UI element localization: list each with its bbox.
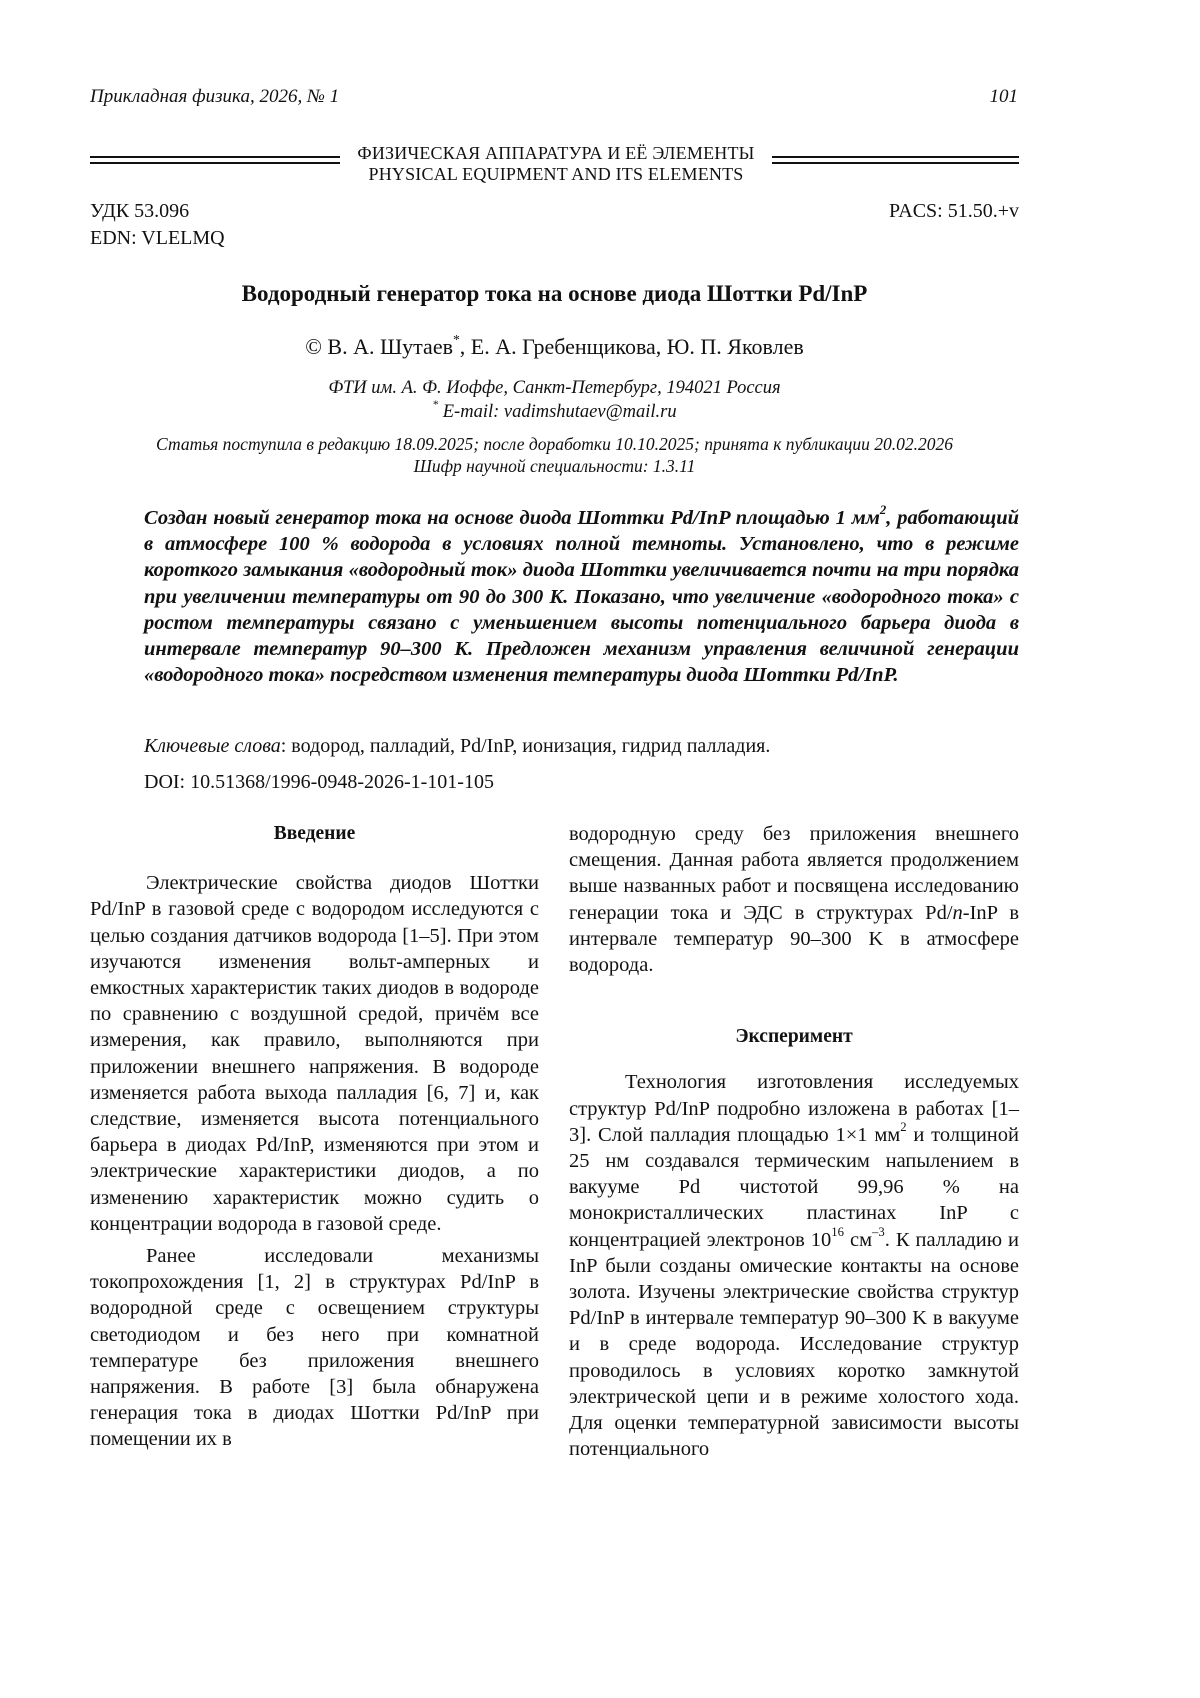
intro-cont-part1: водородную среду без приложения внешнего смещения. Данная работа является продолжением выше названных работ и посвящена исследованию генерации тока и ЭДС в структурах Pd/ [569, 823, 1019, 924]
edn-code: EDN: VLELMQ [90, 227, 225, 249]
article-dates: Статья поступила в редакцию 18.09.2025; после доработки 10.10.2025; принята к публикации 20.02.2026 [156, 434, 953, 454]
abstract-part2: , работающий в атмосфере 100 % водорода в условиях полной темноты. Установлено, что в режиме короткого замыкания «водородный ток» диода Шоттки увеличивается почти на три порядка при увеличении температуры от 90 до 300 K. Показано, что увеличение «водородного тока» с ростом температуры связано с уменьшением высоты потенциального барьера диода в интервале температур 90–300 K. Предложен механизм управления величиной генерации «водородного тока» посредством изменения температуры диода Шоттки Pd/InP. [144, 507, 1020, 687]
email-line [90, 400, 1019, 424]
section-header [340, 143, 772, 185]
n-type-label: n [952, 901, 963, 924]
scientific-specialty: Шифр научной специальности: 1.3.11 [413, 456, 696, 476]
section-rule-right-top [772, 156, 1019, 158]
left-column [90, 821, 539, 1453]
udk-code: УДК 53.096 [90, 200, 190, 222]
keywords [144, 735, 770, 758]
article-title: Водородный генератор тока на основе диода Шоттки Pd/InP [241, 281, 868, 306]
keywords-text: : водород, палладий, Pd/InP, ионизация, гидрид палладия. [280, 735, 771, 757]
section-header-en: PHYSICAL EQUIPMENT AND ITS ELEMENTS [368, 164, 744, 184]
right-column [569, 821, 1019, 1462]
section-rule-left-top [90, 156, 340, 158]
exp-part-c: см [843, 1228, 873, 1251]
abstract-superscript: 2 [879, 503, 887, 518]
exp-sup-exponent: 16 [831, 1224, 844, 1239]
exp-part-d: . К палладию и InP были созданы омические контакты на основе золота. Изучены электрические свойства структур Pd/InP в интервале температур 90–300 K в вакууме и в среде водорода. Исследование структур проводилось в условиях коротко замкнутой электрической цепи и в режиме холостого хода. Для оценки температурной зависимости высоты потенциального [569, 1228, 1019, 1461]
section-header-ru: ФИЗИЧЕСКАЯ АППАРАТУРА И ЕЁ ЭЛЕМЕНТЫ [357, 143, 755, 163]
section-heading-introduction: Введение [273, 823, 356, 844]
intro-cont-part2: -InP в интервале температур 90–300 K в атмосфере водорода. [569, 901, 1019, 977]
intro-paragraph-2: Ранее исследовали механизмы токопрохождения [1, 2] в структурах Pd/InP в водородной среде с освещением структуры светодиодом и без него при комнатной температуре без приложения внешнего напряжения. В работе [3] была обнаружена генерация тока в диодах Шоттки Pd/InP при помещении их в [90, 1245, 539, 1451]
pacs-code: PACS: 51.50.+v [888, 200, 1019, 222]
exp-part-b: и толщиной 25 нм создавался термическим напылением в вакууме Pd чистотой 99,96 % на монокристаллических пластинах InP с концентрацией электронов 10 [569, 1123, 1019, 1251]
journal-running-title: Прикладная физика, 2026, № 1 [90, 86, 340, 107]
section-rule-left-bottom [90, 162, 340, 164]
abstract [144, 505, 1019, 688]
exp-sup-area: 2 [900, 1120, 907, 1135]
authors-rest: , Е. А. Гребенщикова, Ю. П. Яковлев [459, 334, 804, 359]
experiment-paragraph-1 [569, 1069, 1019, 1462]
authors-first: © В. А. Шутаев [305, 334, 453, 359]
abstract-part1: Создан новый генератор тока на основе диода Шоттки Pd/InP площадью 1 мм [144, 507, 880, 529]
corresponding-author-mark: * [452, 331, 460, 347]
keywords-label: Ключевые слова [144, 735, 281, 757]
intro-paragraph-1: Электрические свойства диодов Шоттки Pd/InP в газовой среде с водородом исследуются с целью создания датчиков водорода [1–5]. При этом изучаются изменения вольт-амперных и емкостных характеристик таких диодов в водороде по сравнению с воздушной средой, причём все измерения, как правило, выполняются при приложении внешнего напряжения. В водороде изменяется работа выхода палладия [6, 7] и, как следствие, изменяется высота потенциального барьера в диодах Pd/InP, изменяются при этом и электрические характеристики диодов, а по изменению характеристик можно судить о концентрации водорода в газовой среде. [90, 872, 539, 1235]
doi[interactable]: DOI: 10.51368/1996-0948-2026-1-101-105 [144, 771, 494, 793]
intro-paragraph-continued [569, 821, 1019, 978]
authors [90, 331, 1019, 360]
section-heading-experiment: Эксперимент [735, 1026, 853, 1048]
exp-part-a: Технология изготовления исследуемых структур Pd/InP подробно изложена в работах [1–3]. Слой палладия площадью 1×1 мм [569, 1071, 1019, 1146]
page-number: 101 [989, 86, 1018, 107]
affiliation: ФТИ им. А. Ф. Иоффе, Санкт-Петербург, 194021 Россия [328, 378, 781, 398]
email-mark: * [432, 399, 439, 412]
section-rule-right-bottom [772, 162, 1019, 164]
email[interactable]: E-mail: vadimshutaev@mail.ru [438, 402, 677, 422]
exp-sup-unit: –3 [872, 1224, 885, 1239]
